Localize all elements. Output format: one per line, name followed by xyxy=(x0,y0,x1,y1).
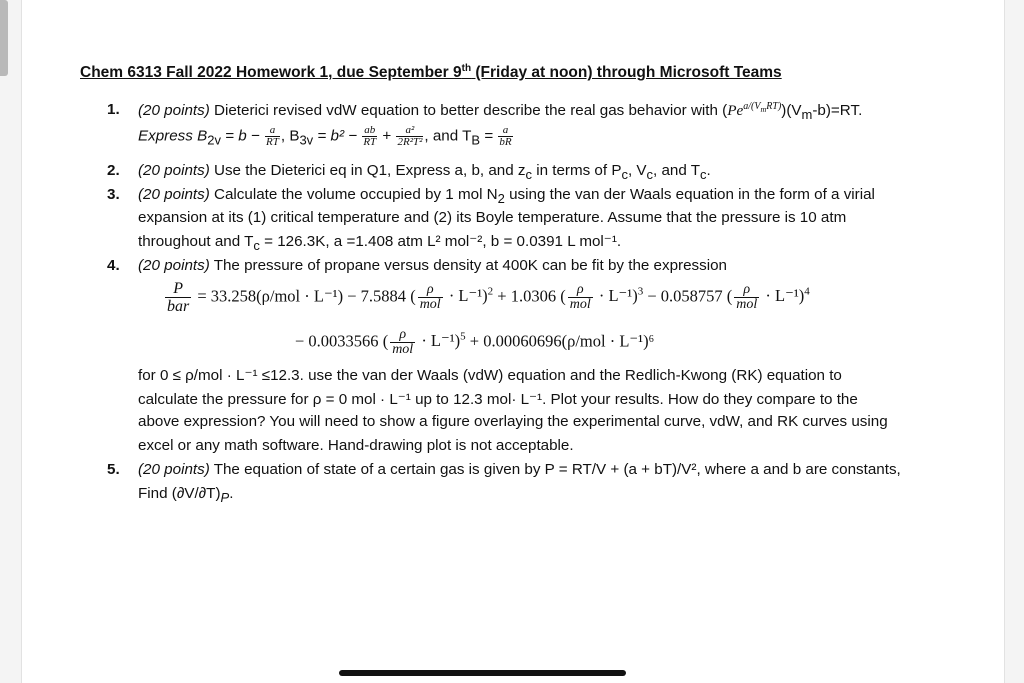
problem-5-line-1: (20 points) The equation of state of a certain gas is given by P = RT/V + (a + bT)/V², where a and b are constants, xyxy=(138,461,901,478)
problem-4-number: 4. xyxy=(107,257,120,274)
problem-5-line-2: Find $(\partial V/\partial T)_P$. xyxy=(138,485,234,506)
home-indicator[interactable] xyxy=(339,670,626,676)
problem-4-line-above: above expression? You will need to show a figure overlaying the experimental curve, vdW, and RK curves using xyxy=(138,413,888,430)
problem-4-line-calc: calculate the pressure for ρ = 0 mol · L⁻¹ up to 12.3 mol· L⁻¹. Plot your results. How do they compare to the xyxy=(138,391,858,408)
problem-2-number: 2. xyxy=(107,162,120,179)
problem-3-number: 3. xyxy=(107,186,120,203)
problem-3-line-3: throughout and $T_c = 126.3K$, a =1.408 atm L² mol⁻², b = 0.0391 L mol⁻¹. xyxy=(138,233,622,254)
problem-4-line-excel: excel or any math software. Hand-drawing plot is not acceptable. xyxy=(138,437,574,454)
problem-1-line-1: (20 points) Dieterici revised vdW equation to better describe the real gas behavior with $(Pe^{a/(V_mRT)})(V_m-b)=RT$. xyxy=(138,101,863,123)
problem-5-number: 5. xyxy=(107,461,120,478)
left-margin xyxy=(0,0,22,683)
problem-3-line-2: expansion at its (1) critical temperature and (2) its Boyle temperature. Assume that the pressure is 10 atm xyxy=(138,209,847,226)
problem-1-line-2: Express $B_{2v} = b$ − $\frac{a}{RT}$ , $B_{3v} = b^2$ − $\frac{ab}{RT}$ + $\frac{\text{a²}}{\text{2R²T²}}$ , and $T_B$ = $\frac{a}{bR}$ xyxy=(138,124,512,148)
problem-4-line-1: (20 points) The pressure of propane versus density at 400K can be fit by the expression xyxy=(138,257,728,274)
propane-equation-line-1: P bar = 33.258(ρ/mol · L⁻¹) − 7.5884 ( ρ mol · L⁻¹)$^2$ + 1.0306 ( ρ mol · L⁻¹)$^3$ − 0.058757 ( ρ mol · L⁻¹)$^4$ xyxy=(167,280,810,315)
scrollbar-thumb[interactable] xyxy=(0,0,8,76)
problem-3-line-1: (20 points) Calculate the volume occupied by 1 mol $N_2$ using the van der Waals equation in the form of a virial xyxy=(138,186,875,207)
propane-equation-line-2: − 0.0033566 ( ρ mol · L⁻¹)$^5$ + 0.00060696(ρ/mol · L⁻¹)⁶ xyxy=(295,327,655,357)
problem-1-number: 1. xyxy=(107,101,120,118)
right-margin xyxy=(1004,0,1024,683)
homework-title: Chem 6313 Fall 2022 Homework 1, due September 9th (Friday at noon) through Microsoft Teams xyxy=(80,63,782,82)
problem-4-line-for: for 0 ≤ ρ/mol · L⁻¹ ≤12.3. use the van der Waals (vdW) equation and the Redlich-Kwong (RK) equation to xyxy=(138,367,842,384)
problem-2-text: (20 points) Use the Dieterici eq in Q1, Express a, b, and $z_c$ in terms of $P_c$, $V_c$, and $T_c$. xyxy=(138,162,711,183)
